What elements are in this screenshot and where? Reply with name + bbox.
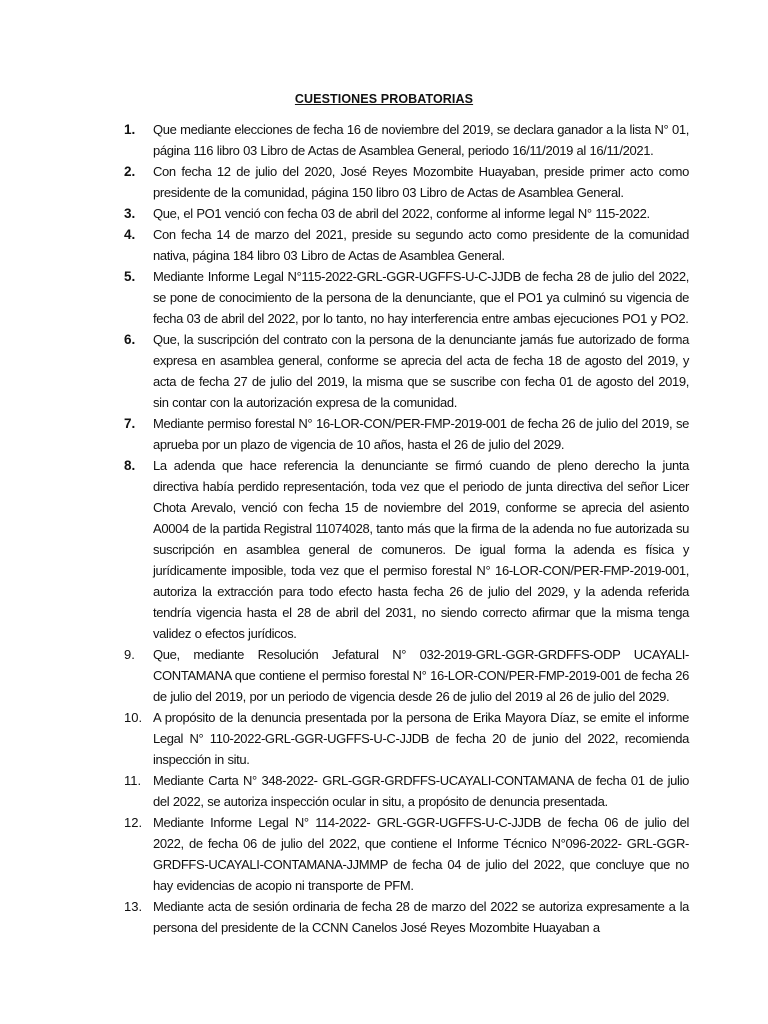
list-item	[124, 707, 689, 770]
list-item	[124, 119, 689, 161]
list-item	[124, 266, 689, 329]
list-item-number: 2.	[124, 164, 136, 179]
list-item	[124, 896, 689, 938]
list-item-number: 8.	[124, 458, 136, 473]
list-item-text: Mediante permiso forestal N° 16-LOR-CON/PER-FMP-2019-001 de fecha 26 de julio del 2019, se aprueba por un plazo de vigencia de 10 años, hasta el 26 de julio del 2029.	[153, 416, 689, 452]
list-item-number: 13.	[124, 899, 143, 914]
list-item-text: Que, el PO1 venció con fecha 03 de abril del 2022, conforme al informe legal N° 115-2022.	[153, 206, 650, 221]
list-item-text: Mediante Informe Legal N° 114-2022- GRL-GGR-UGFFS-U-C-JJDB de fecha 06 de julio del 2022, de fecha 06 de julio del 2022, que contiene el Informe Técnico N°096-2022- GRL-GGR-GRDFFS-UCAYALI-CONTAMANA-JJMMP de fecha 04 de julio del 2022, que concluye que no hay evidencias de acopio ni transporte de PFM.	[153, 815, 689, 893]
list-item-number: 12.	[124, 815, 143, 830]
list-item-text: A propósito de la denuncia presentada por la persona de Erika Mayora Díaz, se emite el informe Legal N° 110-2022-GRL-GGR-UGFFS-U-C-JJDB de fecha 20 de junio del 2022, recomienda inspección in situ.	[153, 710, 689, 767]
list-item-text: Mediante Informe Legal N°115-2022-GRL-GGR-UGFFS-U-C-JJDB de fecha 28 de julio del 2022, se pone de conocimiento de la persona de la denunciante, que el PO1 ya culminó su vigencia de fecha 03 de abril del 2022, por lo tanto, no hay interferencia entre ambas ejecuciones PO1 y PO2.	[153, 269, 689, 326]
list-item-number: 11.	[124, 773, 142, 788]
list-item-text: Que, la suscripción del contrato con la persona de la denunciante jamás fue autorizado de forma expresa en asamblea general, conforme se aprecia del acta de fecha 18 de agosto del 2019, y acta de fecha 27 de julio del 2019, la misma que se suscribe con fecha 01 de agosto del 2019, sin contar con la autorización expresa de la comunidad.	[153, 332, 689, 410]
list-item-number: 7.	[124, 416, 136, 431]
list-item-text: Mediante Carta N° 348-2022- GRL-GGR-GRDFFS-UCAYALI-CONTAMANA de fecha 01 de julio del 2022, se autoriza inspección ocular in situ, a propósito de denuncia presentada.	[153, 773, 689, 809]
evidence-list	[124, 119, 689, 938]
list-item-number: 9.	[124, 647, 135, 662]
list-item-number: 3.	[124, 206, 136, 221]
list-item	[124, 455, 689, 644]
list-item-number: 10.	[124, 710, 143, 725]
list-item	[124, 224, 689, 266]
list-item	[124, 161, 689, 203]
list-item	[124, 203, 689, 224]
list-item	[124, 812, 689, 896]
list-item-text: Que, mediante Resolución Jefatural N° 032-2019-GRL-GGR-GRDFFS-ODP UCAYALI-CONTAMANA que contiene el permiso forestal N° 16-LOR-CON/PER-FMP-2019-001 de fecha 26 de julio del 2019, por un periodo de vigencia desde 26 de julio del 2019 al 26 de julio del 2029.	[153, 647, 689, 704]
list-item-number: 6.	[124, 332, 136, 347]
list-item-number: 4.	[124, 227, 136, 242]
list-item	[124, 770, 689, 812]
list-item-number: 5.	[124, 269, 136, 284]
list-item-number: 1.	[124, 122, 136, 137]
document-title: CUESTIONES PROBATORIAS	[294, 92, 474, 106]
list-item-text: Con fecha 12 de julio del 2020, José Reyes Mozombite Huayaban, preside primer acto como presidente de la comunidad, página 150 libro 03 Libro de Actas de Asamblea General.	[153, 164, 689, 200]
list-item-text: Mediante acta de sesión ordinaria de fecha 28 de marzo del 2022 se autoriza expresamente a la persona del presidente de la CCNN Canelos José Reyes Mozombite Huayaban a	[153, 899, 689, 935]
list-item-text: Que mediante elecciones de fecha 16 de noviembre del 2019, se declara ganador a la lista N° 01, página 116 libro 03 Libro de Actas de Asamblea General, periodo 16/11/2019 al 16/11/2021.	[153, 122, 689, 158]
list-item	[124, 644, 689, 707]
list-item	[124, 413, 689, 455]
list-item-text: La adenda que hace referencia la denunciante se firmó cuando de pleno derecho la junta directiva había perdido representación, toda vez que el periodo de junta directiva del señor Licer Chota Arevalo, venció con fecha 15 de noviembre del 2019, conforme se aprecia del asiento A0004 de la partida Registral 11074028, tanto más que la firma de la adenda no fue autorizada su suscripción en asamblea general de comuneros. De igual forma la adenda es física y jurídicamente imposible, toda vez que el permiso forestal N° 16-LOR-CON/PER-FMP-2019-001, autoriza la extracción para todo efecto hasta fecha 26 de julio del 2029, y la adenda referida tendría vigencia hasta el 28 de abril del 2031, no siendo correcto afirmar que la misma tenga validez o efectos jurídicos.	[153, 458, 689, 641]
list-item	[124, 329, 689, 413]
list-item-text: Con fecha 14 de marzo del 2021, preside su segundo acto como presidente de la comunidad nativa, página 184 libro 03 Libro de Actas de Asamblea General.	[153, 227, 689, 263]
